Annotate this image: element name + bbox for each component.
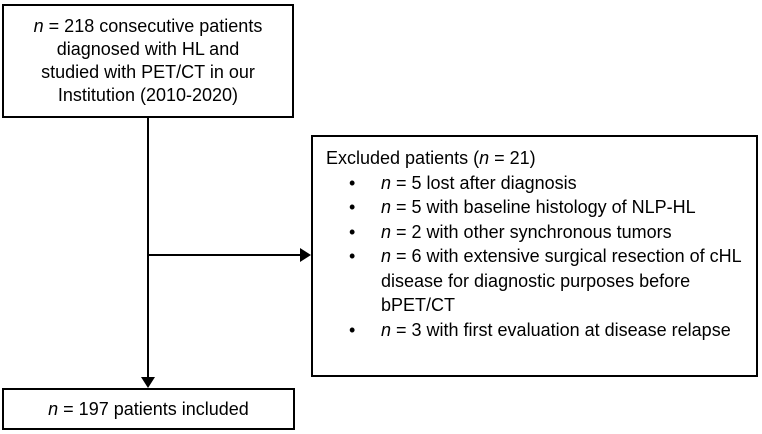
list-item-text: = 3 with first evaluation at disease relapse bbox=[391, 319, 731, 340]
italic-n: n bbox=[381, 319, 392, 340]
right-arrowhead-icon bbox=[300, 248, 311, 262]
bullet-icon: • bbox=[349, 246, 356, 266]
start-box-line-text: = 218 consecutive patients bbox=[43, 16, 263, 36]
bullet-icon: • bbox=[349, 172, 356, 193]
excluded-box bbox=[311, 135, 758, 377]
start-box-text bbox=[34, 15, 263, 107]
bullet-icon: • bbox=[349, 319, 356, 340]
italic-n: n bbox=[381, 246, 392, 266]
down-arrowhead-icon bbox=[141, 377, 155, 388]
list-item bbox=[326, 244, 750, 318]
list-item-text: = 6 with extensive surgical resection of cHL disease for diagnostic purposes before bPET/CT bbox=[381, 246, 742, 315]
start-box-line: Institution (2010-2020) bbox=[57, 85, 239, 105]
italic-n: n bbox=[33, 16, 44, 36]
start-box bbox=[2, 4, 294, 118]
list-item-text: = 5 lost after diagnosis bbox=[391, 172, 577, 193]
bullet-icon: • bbox=[349, 221, 356, 242]
italic-n: n bbox=[381, 172, 392, 193]
italic-n: n bbox=[479, 148, 490, 168]
result-box-line-text: = 197 patients included bbox=[58, 398, 249, 419]
italic-n: n bbox=[48, 398, 59, 419]
excluded-title-post: = 21) bbox=[489, 148, 536, 168]
result-box bbox=[2, 388, 295, 430]
list-item bbox=[326, 318, 750, 343]
start-box-line bbox=[34, 15, 263, 38]
list-item bbox=[326, 195, 750, 220]
excluded-list bbox=[326, 171, 750, 343]
italic-n: n bbox=[381, 197, 392, 217]
horizontal-connector-line bbox=[147, 254, 300, 256]
list-item-text: = 2 with other synchronous tumors bbox=[391, 221, 672, 242]
italic-n: n bbox=[381, 221, 392, 242]
excluded-box-title bbox=[326, 146, 750, 171]
vertical-connector-line bbox=[147, 118, 149, 377]
list-item bbox=[326, 220, 750, 245]
list-item bbox=[326, 171, 750, 196]
result-box-text bbox=[48, 399, 249, 420]
list-item-text: = 5 with baseline histology of NLP-HL bbox=[391, 197, 696, 217]
bullet-icon: • bbox=[349, 197, 356, 217]
excluded-title-pre: Excluded patients ( bbox=[326, 148, 480, 168]
start-box-line: diagnosed with HL and bbox=[56, 39, 240, 59]
start-box-line: studied with PET/CT in our bbox=[41, 62, 255, 82]
